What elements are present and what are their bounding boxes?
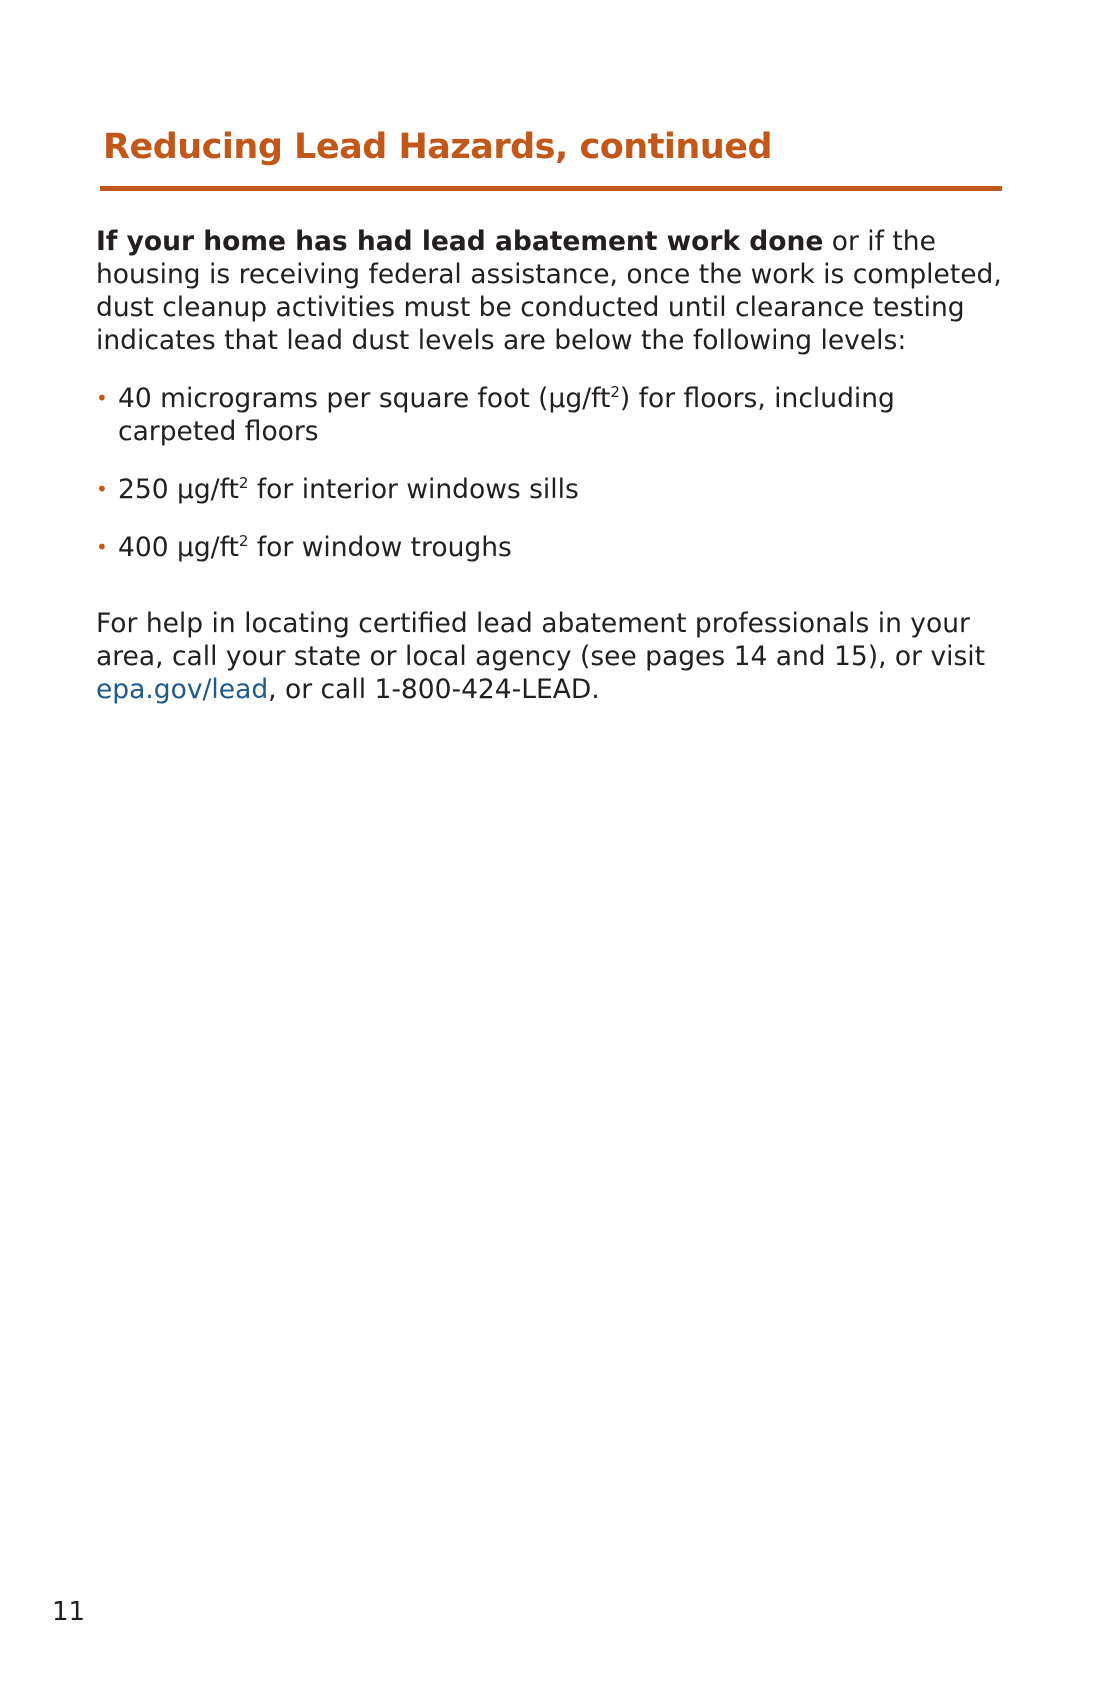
epa-lead-link[interactable]: epa.gov/lead	[96, 674, 269, 705]
help-paragraph	[96, 607, 1011, 706]
page-title: Reducing Lead Hazards, continued	[103, 127, 773, 167]
title-divider	[100, 186, 1002, 191]
level-text-after: for interior windows sills	[248, 474, 579, 505]
level-text-after: ) for floors, including carpeted floors	[118, 383, 895, 447]
level-superscript: 2	[238, 474, 249, 492]
list-item	[96, 473, 1011, 506]
level-superscript: 2	[610, 383, 620, 401]
intro-rest: or if the housing is receiving federal assistance, once the work is completed, dust cleanup activities must be conducted until clearance testing indicates that lead dust levels are below the following levels:	[96, 226, 1002, 356]
page-number: 11	[52, 1597, 86, 1627]
list-item	[96, 531, 1011, 564]
bullet-icon: •	[96, 386, 108, 410]
help-text-after: , or call 1-800-424-LEAD.	[268, 674, 600, 705]
level-text-before: 40 micrograms per square foot (µg/ft	[118, 383, 611, 414]
bullet-icon: •	[96, 477, 108, 501]
intro-bold-lead: If your home has had lead abatement work done	[96, 226, 824, 257]
level-text-after: for window troughs	[248, 532, 512, 563]
list-item	[96, 382, 1011, 448]
level-text-before: 400 µg/ft	[118, 532, 239, 563]
dust-levels-list	[96, 382, 1011, 589]
help-text: For help in locating certified lead abatement professionals in your area, call your state or local agency (see pages 14 and 15), or visit	[96, 608, 986, 672]
level-superscript: 2	[238, 532, 249, 550]
intro-paragraph	[96, 225, 1011, 357]
level-text-before: 250 µg/ft	[118, 474, 239, 505]
bullet-icon: •	[96, 535, 108, 559]
